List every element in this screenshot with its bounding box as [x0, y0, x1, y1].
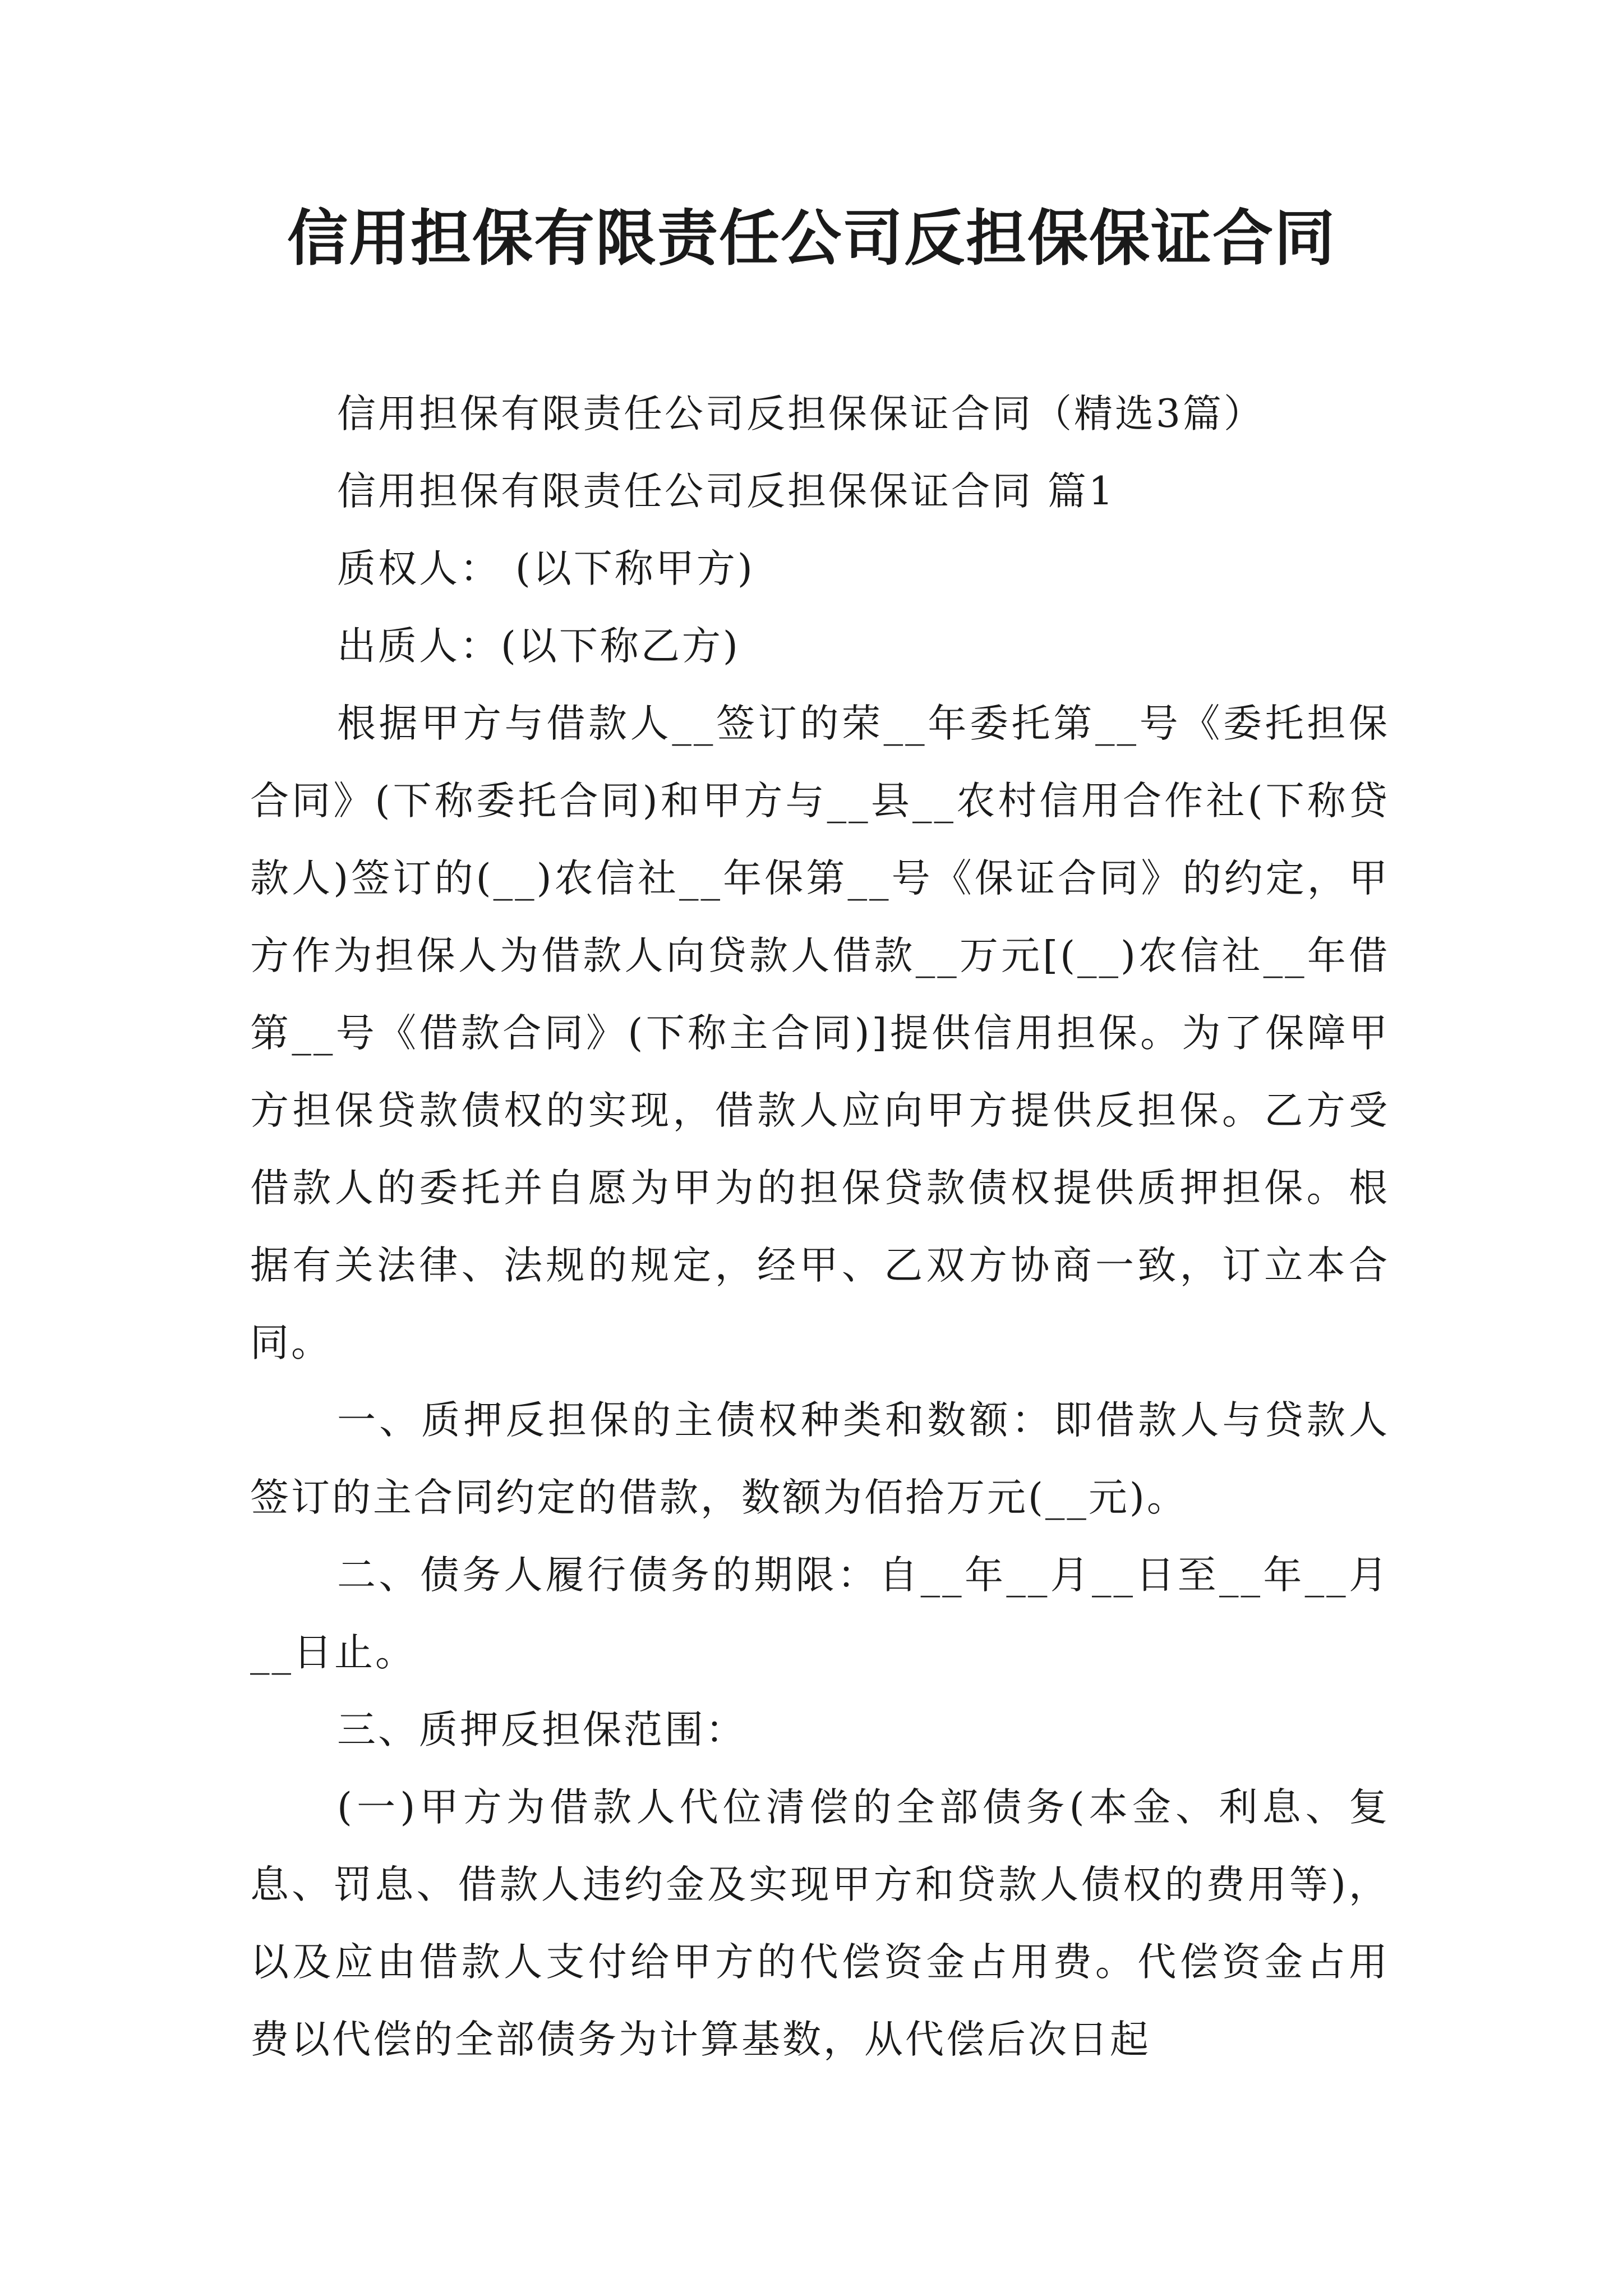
paragraph-clause-1: 一、质押反担保的主债权种类和数额：即借款人与贷款人签订的主合同约定的借款，数额为佰拾万元(__元)。: [250, 1398, 1390, 1520]
document-title: 信用担保有限责任公司反担保保证合同: [287, 203, 1336, 274]
paragraph-clause-3: 三、质押反担保范围：: [337, 1708, 746, 1752]
paragraph-subtitle: 信用担保有限责任公司反担保保证合同（精选3篇）: [337, 392, 1265, 436]
paragraph-article-heading: 信用担保有限责任公司反担保保证合同 篇1: [337, 469, 1115, 514]
paragraph-pledgee: 质权人： (以下称甲方): [337, 546, 755, 591]
paragraph-preamble: 根据甲方与借款人__签订的荣__年委托第__号《委托担保合同》(下称委托合同)和甲方与__县__农村信用合作社(下称贷款人)签订的(__)农信社__年保第__号《保证合同》的约定，甲方作为担保人为借款人向贷款人借款__万元[(__)农信社__年借第__号《借款合同》(下称主合同)]提供信用担保。为了保障甲方担保贷款债权的实现，借款人应向甲方提供反担保。乙方受借款人的委托并自愿为甲为的担保贷款债权提供质押担保。根据有关法律、法规的规定，经甲、乙双方协商一致，订立本合同。: [250, 701, 1390, 1365]
paragraph-pledgor: 出质人：(以下称乙方): [337, 624, 740, 669]
paragraph-clause-3-1: (一)甲方为借款人代位清偿的全部债务(本金、利息、复息、罚息、借款人违约金及实现甲方和贷款人债权的费用等)，以及应由借款人支付给甲方的代偿资金占用费。代偿资金占用费以代偿的全部债务为计算基数，从代偿后次日起: [250, 1785, 1390, 2062]
paragraph-clause-2: 二、债务人履行债务的期限：自__年__月__日至__年__月__日止。: [250, 1553, 1390, 1675]
document-body: [250, 375, 1390, 2078]
